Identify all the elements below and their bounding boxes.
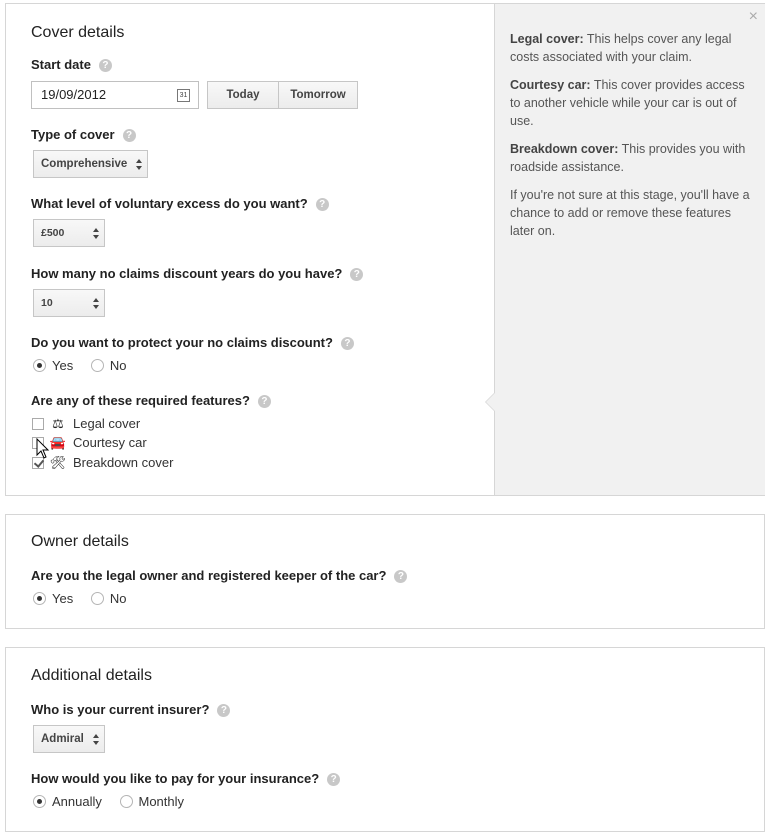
ncd-years-label: How many no claims discount years do you have? ? [31, 266, 363, 281]
ncd-years-select[interactable]: 10 [33, 289, 105, 317]
tomorrow-button[interactable]: Tomorrow [278, 81, 358, 109]
excess-label: What level of voluntary excess do you want? ? [31, 196, 329, 211]
help-icon[interactable]: ? [316, 198, 329, 211]
help-icon[interactable]: ? [394, 570, 407, 583]
current-insurer-select[interactable]: Admiral [33, 725, 105, 753]
protect-no-radio[interactable] [91, 359, 104, 372]
today-button[interactable]: Today [207, 81, 279, 109]
select-down-arrow-icon [93, 305, 99, 309]
help-icon[interactable]: ? [258, 395, 271, 408]
cover-details-panel [5, 3, 765, 496]
start-date-label: Start date ? [31, 57, 112, 72]
pay-annually-radio[interactable] [33, 795, 46, 808]
help-courtesy-car: Courtesy car: This cover provides access to another vehicle while your car is out of use. [510, 78, 745, 128]
radio-label: No [109, 591, 127, 606]
cover-details-title: Cover details [31, 24, 125, 41]
feature-label: Courtesy car [73, 435, 147, 450]
gavel-icon: ⚖ [52, 416, 64, 431]
car-icon: 🚘 [49, 435, 67, 450]
owner-no-radio[interactable] [91, 592, 104, 605]
close-icon[interactable]: × [748, 8, 758, 25]
radio-label: Monthly [138, 794, 185, 809]
side-panel-pointer-fill [486, 393, 495, 411]
select-up-arrow-icon [136, 159, 142, 163]
help-icon[interactable]: ? [123, 129, 136, 142]
radio-label: Yes [52, 358, 74, 373]
help-legal-cover: Legal cover: This helps cover any legal costs associated with your claim. [510, 32, 732, 64]
start-date-input[interactable]: 19/09/2012 31 [31, 81, 199, 109]
radio-label: No [109, 358, 127, 373]
owner-details-panel [5, 514, 765, 629]
legal-owner-label: Are you the legal owner and registered keeper of the car? ? [31, 568, 407, 583]
feature-label: Breakdown cover [73, 455, 174, 470]
help-note: If you're not sure at this stage, you'll have a chance to add or remove these features later on. [510, 188, 750, 238]
type-of-cover-select[interactable]: Comprehensive [33, 150, 148, 178]
calendar-icon[interactable]: 31 [177, 89, 190, 102]
select-up-arrow-icon [93, 734, 99, 738]
select-down-arrow-icon [93, 235, 99, 239]
additional-details-panel [5, 647, 765, 832]
excess-select[interactable]: £500 [33, 219, 105, 247]
additional-details-title: Additional details [31, 667, 152, 684]
select-up-arrow-icon [93, 298, 99, 302]
select-down-arrow-icon [136, 166, 142, 170]
help-breakdown-cover: Breakdown cover: This provides you with roadside assistance. [510, 142, 746, 174]
protect-yes-radio[interactable] [33, 359, 46, 372]
select-down-arrow-icon [93, 741, 99, 745]
pay-monthly-radio[interactable] [120, 795, 133, 808]
radio-label: Annually [52, 794, 102, 809]
legal-owner-radio-group [33, 591, 140, 606]
feature-breakdown-cover[interactable] [32, 455, 173, 473]
feature-legal-cover[interactable] [32, 416, 140, 434]
type-of-cover-label: Type of cover ? [31, 127, 136, 142]
features-label: Are any of these required features? ? [31, 393, 271, 408]
radio-label: Yes [52, 591, 74, 606]
help-icon[interactable]: ? [327, 773, 340, 786]
payment-label: How would you like to pay for your insurance? ? [31, 771, 340, 786]
owner-yes-radio[interactable] [33, 592, 46, 605]
select-up-arrow-icon [93, 228, 99, 232]
payment-radio-group [33, 794, 198, 809]
current-insurer-label: Who is your current insurer? ? [31, 702, 230, 717]
mouse-cursor-icon [36, 438, 50, 460]
help-side-panel [494, 4, 765, 495]
help-icon[interactable]: ? [341, 337, 354, 350]
feature-label: Legal cover [73, 416, 141, 431]
help-icon[interactable]: ? [99, 59, 112, 72]
protect-ncd-label: Do you want to protect your no claims discount? ? [31, 335, 354, 350]
help-icon[interactable]: ? [217, 704, 230, 717]
protect-ncd-radio-group [33, 358, 140, 373]
breakdown-icon: 🛠 [49, 455, 67, 470]
owner-details-title: Owner details [31, 533, 129, 550]
legal-cover-checkbox[interactable] [32, 418, 44, 430]
help-icon[interactable]: ? [350, 268, 363, 281]
